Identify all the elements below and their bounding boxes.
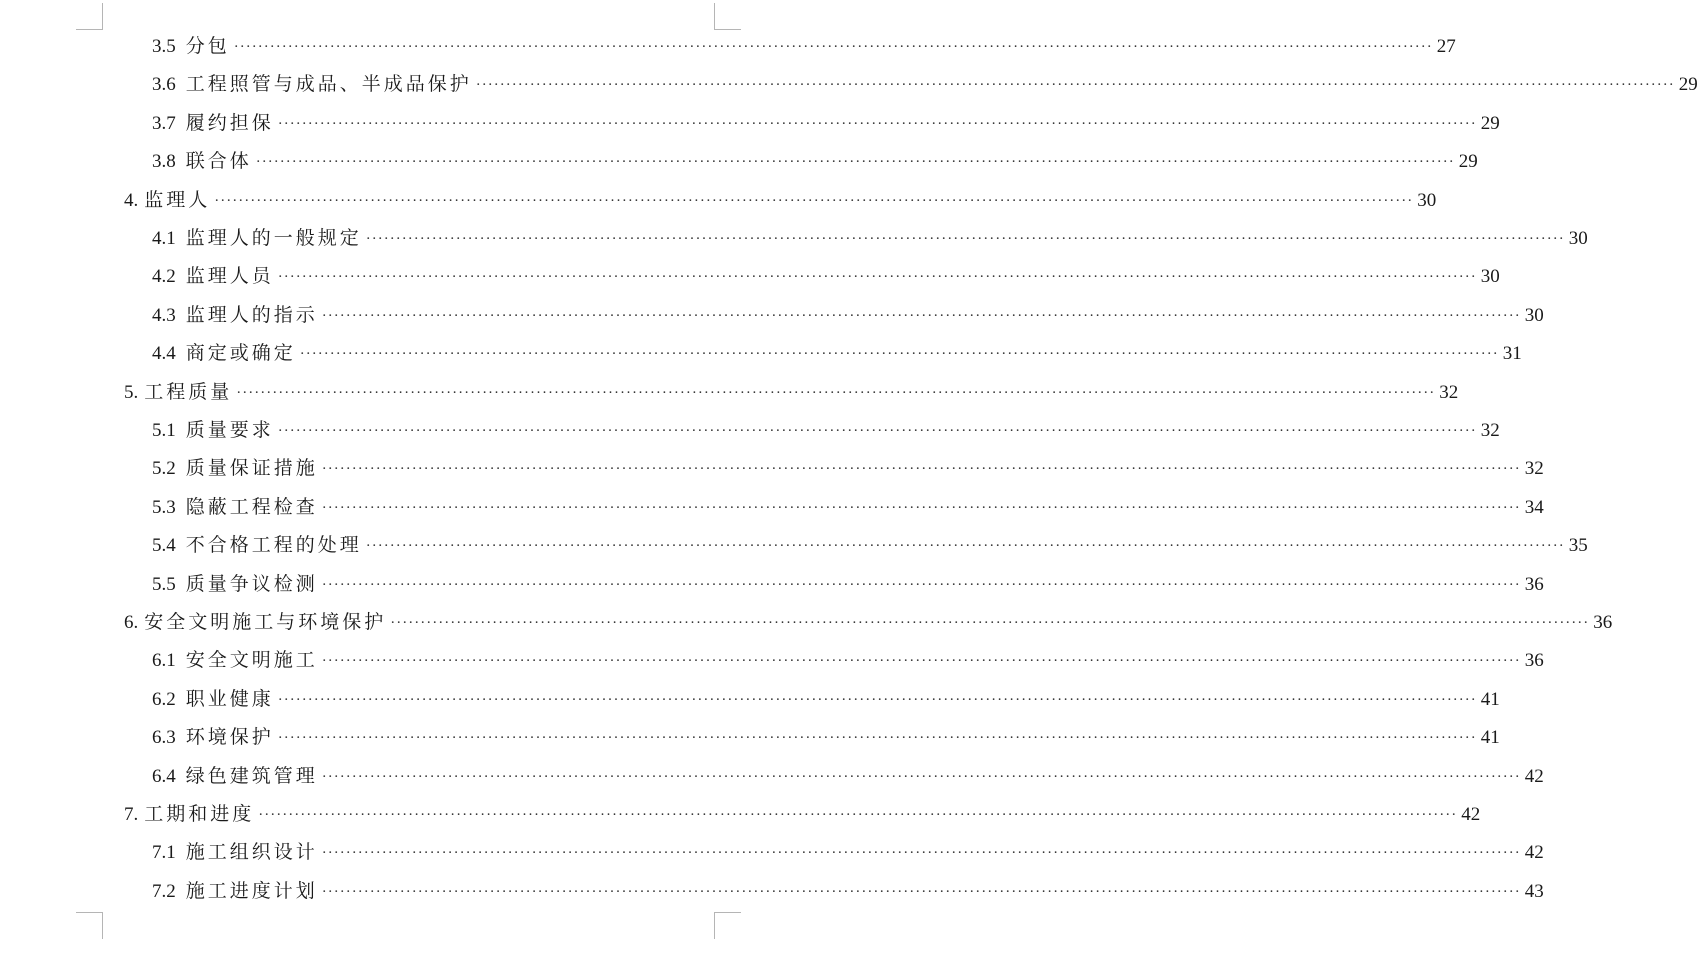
- toc-entry-page-number: 41: [1480, 727, 1500, 749]
- toc-leader-dots: ········································································································································································································: [236, 384, 1436, 401]
- toc-entry-page-number: 36: [1524, 650, 1544, 672]
- toc-entry[interactable]: [152, 301, 1544, 331]
- toc-entry-number: 4.3: [152, 304, 176, 326]
- toc-entry-title: 履约担保: [185, 112, 274, 134]
- toc-entry-title: 分包: [185, 36, 230, 57]
- toc-leader-dots: ········································································································································································································: [258, 807, 1458, 823]
- toc-entry[interactable]: [124, 800, 1481, 830]
- toc-entry-number: 7.2: [152, 880, 176, 902]
- toc-entry-number: 6.1: [152, 650, 176, 672]
- toc-leader-dots: ········································································································································································································: [255, 154, 1455, 171]
- toc-entry[interactable]: [124, 186, 1437, 216]
- toc-entry[interactable]: [152, 685, 1500, 715]
- toc-leader-dots: ········································································································································································································: [233, 39, 1433, 55]
- toc-entry-page-number: 31: [1502, 343, 1522, 365]
- toc-entry[interactable]: [152, 493, 1544, 523]
- toc-entry[interactable]: [152, 454, 1544, 484]
- toc-leader-dots: ········································································································································································································: [277, 115, 1477, 132]
- toc-entry-page-number: 30: [1480, 266, 1500, 288]
- toc-leader-dots: ········································································································································································································: [321, 307, 1521, 324]
- toc-leader-dots: ········································································································································································································: [321, 461, 1521, 478]
- toc-entry-number: 3.5: [152, 36, 176, 57]
- toc-entry[interactable]: [152, 262, 1500, 292]
- toc-entry-number: 3.7: [152, 112, 176, 134]
- toc-entry-page-number: 29: [1678, 74, 1698, 96]
- toc-entry-title: 绿色建筑管理: [185, 765, 318, 787]
- toc-entry-number: 5.5: [152, 573, 176, 595]
- toc-leader-dots: ········································································································································································································: [321, 768, 1521, 785]
- toc-entry[interactable]: [124, 378, 1459, 408]
- toc-entry-title: 质量要求: [185, 420, 274, 441]
- toc-entry-title: 不合格工程的处理: [185, 535, 362, 557]
- toc-entry-page-number: 27: [1436, 36, 1456, 57]
- toc-leader-dots: ········································································································································································································: [475, 77, 1675, 94]
- toc-entry-title: 质量保证措施: [185, 458, 318, 480]
- toc-leader-dots: ········································································································································································································: [321, 845, 1521, 862]
- toc-entry-page-number: 34: [1524, 496, 1544, 518]
- toc-entry-page-number: 41: [1480, 688, 1500, 710]
- toc-entry-number: 6.: [124, 612, 139, 633]
- toc-entry[interactable]: [152, 570, 1544, 600]
- toc-leader-dots: ········································································································································································································: [214, 192, 1414, 209]
- toc-entry-title: 质量争议检测: [185, 573, 318, 595]
- crop-mark-bottom-right: [714, 912, 741, 939]
- toc-entry-number: 3.6: [152, 74, 176, 96]
- toc-entry-page-number: 36: [1593, 612, 1613, 633]
- toc-entry-number: 4.1: [152, 228, 176, 249]
- toc-leader-dots: ········································································································································································································: [321, 576, 1521, 593]
- toc-entry-number: 5.: [124, 381, 139, 403]
- toc-entry[interactable]: [152, 224, 1588, 254]
- toc-entry[interactable]: [152, 646, 1544, 676]
- toc-entry-title: 施工进度计划: [185, 880, 318, 902]
- toc-entry[interactable]: [152, 70, 1698, 100]
- toc-entry-number: 5.1: [152, 420, 176, 441]
- toc-entry-page-number: 29: [1480, 112, 1500, 134]
- toc-entry-page-number: 30: [1524, 304, 1544, 326]
- toc-leader-dots: ········································································································································································································: [365, 231, 1565, 247]
- toc-entry-title: 施工组织设计: [185, 842, 318, 864]
- toc-entry-title: 商定或确定: [185, 343, 296, 365]
- toc-entry-title: 工期和进度: [144, 804, 255, 825]
- toc-entry-number: 7.1: [152, 842, 176, 864]
- toc-entry-page-number: 32: [1480, 420, 1500, 441]
- toc-entry-number: 3.8: [152, 151, 176, 173]
- toc-entry-page-number: 42: [1524, 765, 1544, 787]
- toc-entry-page-number: 29: [1458, 151, 1478, 173]
- toc-leader-dots: ········································································································································································································: [321, 499, 1521, 516]
- toc-entry-number: 5.2: [152, 458, 176, 480]
- toc-entry[interactable]: [124, 608, 1613, 638]
- toc-entry-number: 7.: [124, 804, 139, 825]
- toc-entry-page-number: 42: [1524, 842, 1544, 864]
- toc-entry-number: 4.2: [152, 266, 176, 288]
- toc-entry-title: 安全文明施工与环境保护: [144, 612, 387, 633]
- toc-leader-dots: ········································································································································································································: [277, 423, 1477, 439]
- toc-entry-title: 监理人的指示: [185, 304, 318, 326]
- toc-entry-page-number: 30: [1568, 228, 1588, 249]
- toc-entry-number: 6.3: [152, 727, 176, 749]
- toc-leader-dots: ········································································································································································································: [390, 615, 1590, 631]
- toc-entry-title: 监理人: [144, 189, 211, 211]
- toc-entry-number: 4.: [124, 189, 139, 211]
- crop-mark-bottom-left: [76, 912, 103, 939]
- toc-leader-dots: ········································································································································································································: [321, 653, 1521, 670]
- toc-entry[interactable]: [152, 531, 1588, 561]
- toc-entry[interactable]: [152, 147, 1478, 177]
- toc-entry-title: 监理人员: [185, 266, 274, 288]
- toc-entry[interactable]: [152, 109, 1500, 139]
- toc-entry[interactable]: [152, 838, 1544, 868]
- toc-entry-page-number: 36: [1524, 573, 1544, 595]
- toc-leader-dots: ········································································································································································································: [277, 269, 1477, 286]
- toc-entry-number: 5.4: [152, 535, 176, 557]
- toc-entry-page-number: 32: [1439, 381, 1459, 403]
- toc-entry-number: 6.2: [152, 688, 176, 710]
- toc-entry[interactable]: [152, 877, 1544, 907]
- toc-entry[interactable]: [152, 339, 1522, 369]
- toc-entry[interactable]: [152, 416, 1500, 446]
- toc-leader-dots: ········································································································································································································: [321, 883, 1521, 900]
- toc-entry-page-number: 32: [1524, 458, 1544, 480]
- toc-entry-title: 环境保护: [185, 727, 274, 749]
- toc-entry-number: 4.4: [152, 343, 176, 365]
- toc-entry-page-number: 43: [1524, 880, 1544, 902]
- toc-entry-title: 安全文明施工: [185, 650, 318, 672]
- crop-mark-top-left: [76, 3, 103, 30]
- toc-entry[interactable]: [152, 762, 1544, 792]
- toc-entry-number: 6.4: [152, 765, 176, 787]
- toc-entry[interactable]: [152, 32, 1456, 62]
- toc-entry-title: 工程照管与成品、半成品保护: [185, 74, 472, 96]
- toc-entry-title: 工程质量: [144, 381, 233, 403]
- crop-mark-top-right: [714, 3, 741, 30]
- toc-entry-page-number: 42: [1461, 804, 1481, 825]
- toc-entry[interactable]: [152, 723, 1500, 753]
- toc-leader-dots: ········································································································································································································: [277, 730, 1477, 747]
- toc-entry-title: 联合体: [185, 151, 252, 173]
- toc-entry-page-number: 35: [1568, 535, 1588, 557]
- toc-leader-dots: ········································································································································································································: [299, 346, 1499, 363]
- toc-leader-dots: ········································································································································································································: [365, 538, 1565, 555]
- toc-leader-dots: ········································································································································································································: [277, 691, 1477, 708]
- toc-entry-title: 职业健康: [185, 688, 274, 710]
- toc-entry-number: 5.3: [152, 496, 176, 518]
- toc-entry-page-number: 30: [1417, 189, 1437, 211]
- toc-entry-title: 监理人的一般规定: [185, 228, 362, 249]
- toc-entry-title: 隐蔽工程检查: [185, 496, 318, 518]
